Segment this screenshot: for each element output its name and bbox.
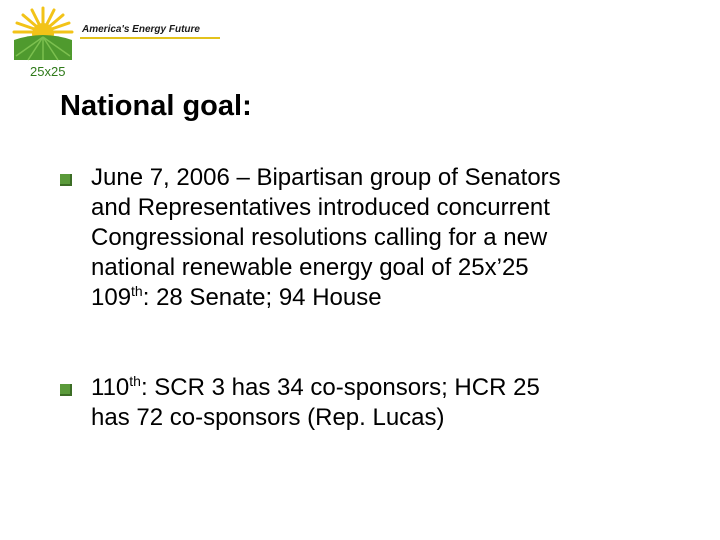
bullet-line: June 7, 2006 – Bipartisan group of Senators: [91, 164, 561, 191]
bullet-line: national renewable energy goal of 25x’25: [91, 254, 529, 281]
bullet-line: and Representatives introduced concurrent: [91, 194, 550, 221]
bullet-text: [91, 373, 701, 433]
bullet-line: [91, 283, 701, 313]
ordinal-suffix: th: [131, 283, 143, 299]
25x25-logo: [8, 4, 78, 78]
cosponsor-counts: : 28 Senate; 94 House: [142, 284, 382, 311]
tagline-divider: [80, 37, 220, 39]
bullet-marker-icon: [60, 384, 72, 396]
logo-text: 25x25: [30, 64, 66, 79]
resolution-details: : SCR 3 has 34 co-sponsors; HCR 25: [140, 374, 540, 401]
slide-title: National goal:: [60, 90, 252, 122]
bullet-text: [91, 163, 701, 313]
congress-number: 109: [91, 284, 132, 311]
sun-field-icon: [8, 4, 78, 66]
tagline: America's Energy Future: [82, 24, 200, 35]
bullet-line: Congressional resolutions calling for a new: [91, 224, 548, 251]
congress-number: 110: [91, 374, 130, 401]
bullet-marker-icon: [60, 174, 72, 186]
ordinal-suffix: th: [129, 373, 141, 389]
bullet-line: has 72 co-sponsors (Rep. Lucas): [91, 404, 445, 431]
bullet-line: [91, 373, 701, 403]
